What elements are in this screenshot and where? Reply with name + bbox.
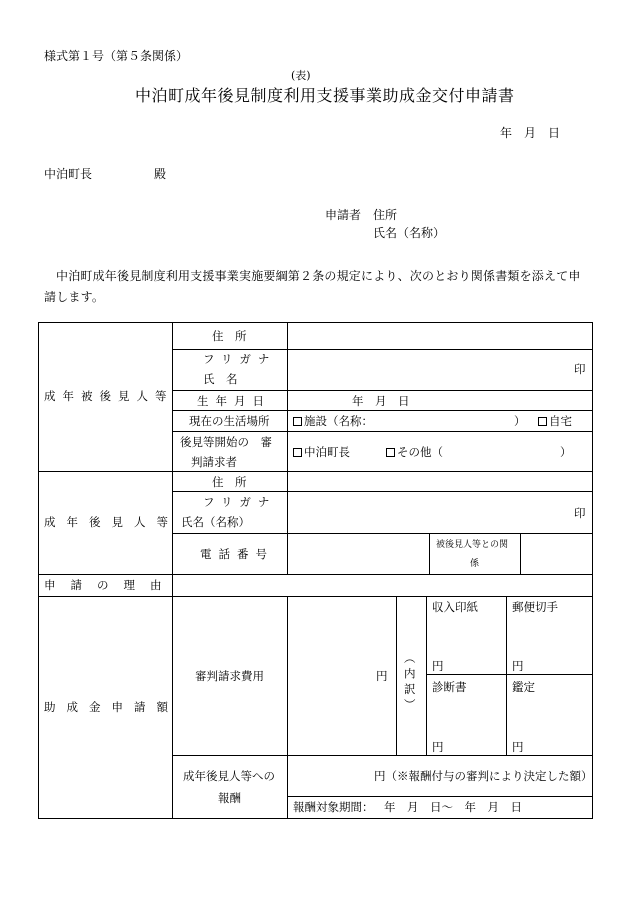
phone-input[interactable] bbox=[293, 537, 423, 569]
appraisal-label: 鑑定 bbox=[512, 680, 535, 694]
other-close: ） bbox=[560, 445, 572, 459]
other-label: その他（ bbox=[397, 445, 443, 459]
reason-label: 申請の理由 bbox=[44, 578, 177, 592]
side-label: (表) bbox=[291, 69, 311, 82]
compensation-amount-input[interactable] bbox=[293, 760, 369, 792]
addressee-suffix: 殿 bbox=[154, 167, 167, 181]
revenue-stamp-label: 収入印紙 bbox=[432, 600, 478, 614]
guardian-section-label: 成年後見人等 bbox=[44, 515, 179, 529]
facility-label: 施設（名称： bbox=[304, 414, 373, 428]
period-label: 報酬対象期間： bbox=[293, 800, 374, 814]
guardian-address-input[interactable] bbox=[293, 474, 586, 490]
appraisal-yen: 円 bbox=[512, 740, 524, 754]
other-checkbox[interactable] bbox=[386, 448, 395, 457]
breakdown-text: 内訳 bbox=[402, 667, 417, 699]
postage-label: 郵便切手 bbox=[512, 600, 558, 614]
ward-section-label: 成年被後見人等 bbox=[44, 389, 174, 403]
phone-label: 電話番号 bbox=[200, 547, 274, 561]
grant-section-label: 助成金申請額 bbox=[44, 700, 179, 714]
trial-cost-input[interactable] bbox=[293, 600, 371, 750]
home-checkbox[interactable] bbox=[538, 417, 547, 426]
facility-close: ） bbox=[514, 414, 526, 428]
guardian-address-label: 住 所 bbox=[212, 475, 247, 489]
mayor-option[interactable] bbox=[293, 446, 350, 460]
reason-input[interactable] bbox=[178, 577, 588, 594]
relation-label-line1: 被後見人等との関 bbox=[436, 540, 509, 550]
compensation-note: 円（※報酬付与の審判により決定した額） bbox=[374, 769, 593, 783]
mayor-checkbox[interactable] bbox=[293, 448, 302, 457]
ward-address-input[interactable] bbox=[293, 328, 586, 346]
petitioner-label-line2: 判請求者 bbox=[191, 455, 237, 469]
guardian-furigana-label: フリガナ bbox=[203, 495, 277, 509]
ward-seal: 印 bbox=[574, 362, 586, 376]
guardian-name-input[interactable] bbox=[293, 494, 563, 530]
applicant-address-label: 申請者 住所 bbox=[325, 208, 398, 222]
compensation-label-line2: 報酬 bbox=[218, 791, 241, 805]
ward-name-label: 氏 名 bbox=[203, 372, 238, 386]
period-field[interactable]: 年 月 日〜 年 月 日 bbox=[384, 800, 522, 814]
ward-birthdate-label: 生年月日 bbox=[197, 394, 271, 408]
home-label: 自宅 bbox=[549, 414, 572, 428]
mayor-label: 中泊町長 bbox=[304, 445, 350, 459]
page-title: 中泊町成年後見制度利用支援事業助成金交付申請書 bbox=[135, 86, 515, 105]
ward-name-input[interactable] bbox=[293, 352, 563, 386]
date-field[interactable]: 年 月 日 bbox=[500, 126, 561, 140]
compensation-label-line1: 成年後見人等への bbox=[183, 769, 275, 783]
addressee-name: 中泊町長 bbox=[44, 167, 93, 181]
applicant-name-label: 氏名（名称） bbox=[373, 226, 446, 240]
home-option[interactable] bbox=[538, 415, 572, 429]
other-option[interactable] bbox=[386, 446, 443, 460]
medical-cert-label: 診断書 bbox=[432, 680, 467, 694]
breakdown-open: （ bbox=[402, 652, 417, 668]
guardian-name-label: 氏名（名称） bbox=[181, 515, 250, 529]
breakdown-close: ） bbox=[402, 698, 417, 714]
facility-checkbox[interactable] bbox=[293, 417, 302, 426]
medical-cert-yen: 円 bbox=[432, 740, 444, 754]
facility-option[interactable] bbox=[293, 415, 373, 429]
guardian-seal: 印 bbox=[574, 506, 586, 520]
residence-label: 現在の生活場所 bbox=[189, 414, 270, 428]
body-text: 中泊町成年後見制度利用支援事業実施要綱第２条の規定により、次のとおり関係書類を添えて申請します。 bbox=[44, 269, 581, 304]
trial-cost-yen: 円 bbox=[376, 669, 388, 683]
relation-input[interactable] bbox=[524, 537, 588, 569]
postage-yen: 円 bbox=[512, 659, 524, 673]
revenue-stamp-yen: 円 bbox=[432, 659, 444, 673]
ward-birthdate-field[interactable]: 年 月 日 bbox=[352, 394, 410, 408]
petitioner-label-line1: 後見等開始の 審 bbox=[180, 435, 272, 449]
relation-label-line2: 係 bbox=[470, 559, 480, 569]
form-number: 様式第１号（第５条関係） bbox=[44, 49, 189, 63]
breakdown-label bbox=[402, 652, 416, 714]
ward-furigana-label: フリガナ bbox=[203, 352, 277, 366]
ward-address-label: 住 所 bbox=[212, 329, 247, 343]
trial-cost-label: 審判請求費用 bbox=[195, 669, 264, 683]
